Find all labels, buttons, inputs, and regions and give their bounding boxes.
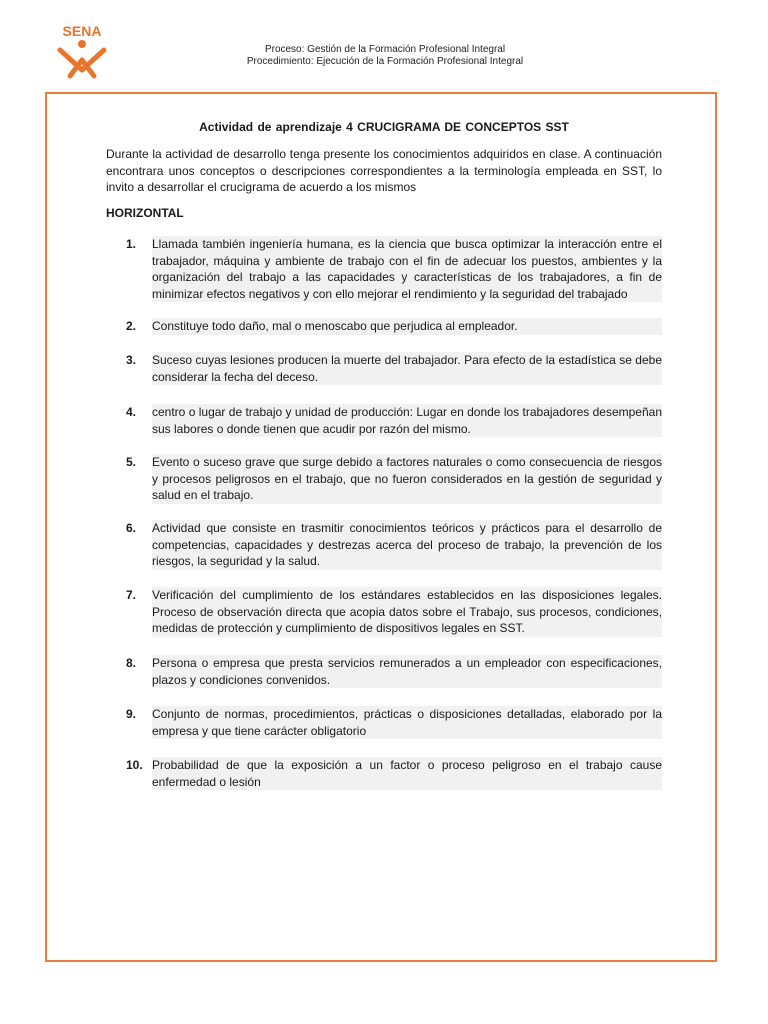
item-text: centro o lugar de trabajo y unidad de producción: Lugar en donde los trabajadores desempeñan sus labores o donde tienen que acudir por razón del mismo. (152, 405, 662, 436)
list-item (126, 404, 662, 437)
list-item (126, 236, 662, 302)
header-process: Proceso: Gestión de la Formación Profesional Integral (264, 44, 506, 55)
sena-logo (50, 22, 114, 80)
sena-logo-text: SENA (62, 23, 102, 39)
activity-title: Actividad de aprendizaje 4 CRUCIGRAMA DE CONCEPTOS SST (199, 120, 569, 134)
item-number: 4. (126, 405, 137, 419)
list-item (126, 454, 662, 504)
item-number: 9. (126, 707, 137, 721)
item-text: Llamada también ingeniería humana, es la ciencia que busca optimizar la interacción entre el trabajador, máquina y ambiente de trabajo con el fin de adecuar los puestos, ambientes y la organización del trabajo a las capacidades y características de los trabajadores, a fin de minimizar efectos negativos y con ello mejorar el rendimiento y la seguridad del trabajado (152, 237, 662, 301)
item-text: Evento o suceso grave que surge debido a factores naturales o como consecuencia de riesgos y procesos peligrosos en el trabajo, que no fueron considerados en la gestión de seguridad y salud en el trabajo. (152, 455, 662, 502)
list-item (126, 655, 662, 688)
header-procedure: Procedimiento: Ejecución de la Formación Profesional Integral (246, 56, 524, 67)
item-text: Constituye todo daño, mal o menoscabo que perjudica al empleador. (152, 318, 662, 335)
item-number: 1. (126, 237, 137, 251)
item-number: 7. (126, 588, 137, 602)
item-number: 2. (126, 319, 137, 333)
list-item (126, 318, 662, 335)
item-text: Conjunto de normas, procedimientos, prácticas o disposiciones detalladas, elaborado por la empresa y que tiene carácter obligatorio (152, 707, 662, 738)
section-heading: HORIZONTAL (106, 206, 184, 220)
item-text: Persona o empresa que presta servicios remunerados a un empleador con especificaciones, plazos y condiciones convenidos. (152, 656, 662, 687)
item-number: 3. (126, 353, 137, 367)
sena-logo-figure (60, 50, 104, 76)
item-number: 10. (126, 758, 143, 772)
list-item (126, 352, 662, 385)
list-item (126, 587, 662, 637)
list-item (126, 706, 662, 739)
sena-logo-dot (78, 40, 86, 48)
item-number: 8. (126, 656, 137, 670)
list-item (126, 520, 662, 570)
item-text: Suceso cuyas lesiones producen la muerte del trabajador. Para efecto de la estadística se debe considerar la fecha del deceso. (152, 353, 662, 384)
item-number: 6. (126, 521, 137, 535)
list-item (126, 757, 662, 790)
intro-paragraph: Durante la actividad de desarrollo tenga presente los conocimientos adquiridos en clase. A continuación encontrara unos conceptos o descripciones correspondientes a la terminología empleada en SST, lo invito a desarrollar el crucigrama de acuerdo a los mismos (106, 147, 662, 194)
item-number: 5. (126, 455, 137, 469)
document-header (180, 44, 590, 68)
item-text: Probabilidad de que la exposición a un factor o proceso peligroso en el trabajo cause enfermedad o lesión (152, 758, 662, 789)
item-text: Verificación del cumplimiento de los estándares establecidos en las disposiciones legales. Proceso de observación directa que acopia datos sobre el Trabajo, sus procesos, condiciones, medidas de protección y cumplimiento de dispositivos legales en SST. (152, 588, 662, 635)
item-text: Actividad que consiste en trasmitir conocimientos teóricos y prácticos para el desarrollo de competencias, capacidades y destrezas acerca del proceso de trabajo, la prevención de los riesgos, la seguridad y la salud. (152, 521, 662, 568)
